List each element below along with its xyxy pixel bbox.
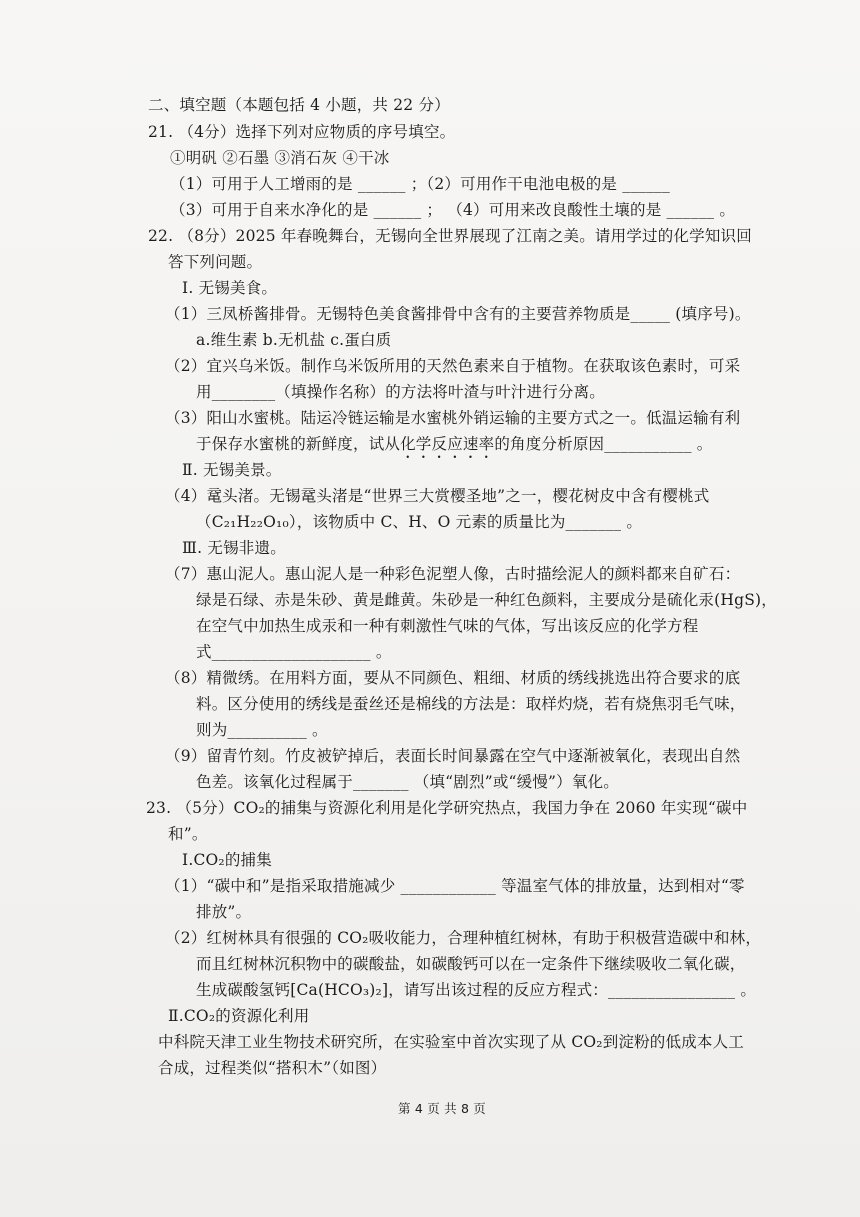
question-22-4-cont: （C₂₁H₂₂O₁₀），该物质中 C、H、O 元素的质量比为_______ 。 [196, 513, 643, 531]
question-22-3-part-c: 的角度分析原因___________ 。 [494, 435, 713, 453]
question-21-options: ①明矾 ②石墨 ③消石灰 ④干冰 [170, 149, 390, 167]
subsection-heading: Ⅱ.CO₂的资源化利用 [168, 1007, 310, 1025]
paragraph: 合成，过程类似“搭积木”（如图） [158, 1059, 387, 1077]
question-22-3-part-a: 于保存水蜜桃的新鲜度，试从 [196, 435, 401, 453]
question-23-2-cont: 而且红树林沉积物中的碳酸盐，如碳酸钙可以在一定条件下继续吸收二氧化碳， [196, 955, 746, 973]
question-22-3-cont [196, 433, 713, 462]
question-23-2-cont: 生成碳酸氢钙[Ca(HCO₃)₂]，请写出该过程的反应方程式：________________ 。 [196, 981, 757, 999]
question-23-stem-cont: 和”。 [168, 825, 208, 843]
question-22-7-cont: 在空气中加热生成汞和一种有刺激性气味的气体，写出该反应的化学方程 [196, 617, 699, 635]
question-22-8-cont: 料。区分使用的绣线是蚕丝还是棉线的方法是：取样灼烧，若有烧焦羽毛气味， [196, 695, 746, 713]
subsection-heading: Ⅱ. 无锡美景。 [182, 461, 282, 479]
question-22-7: （7）惠山泥人。惠山泥人是一种彩色泥塑人像，古时描绘泥人的颜料都来自矿石： [165, 565, 741, 583]
subsection-heading: Ⅲ. 无锡非遗。 [182, 539, 286, 557]
emphasized-term: 化学反应速率 [400, 435, 495, 453]
question-23-2: （2）红树林具有很强的 CO₂吸收能力，合理种植红树林，有助于积极营造碳中和林， [165, 929, 762, 947]
page-number: 第 4 页 共 8 页 [398, 1101, 486, 1116]
question-22-3: （3）阳山水蜜桃。陆运冷链运输是水蜜桃外销运输的主要方式之一。低温运输有利 [165, 409, 741, 427]
question-22-2-cont: 用________（填操作名称）的方法将叶渣与叶汁进行分离。 [196, 383, 606, 401]
question-22-stem: 22. （8分）2025 年春晚舞台，无锡向全世界展现了江南之美。请用学过的化学知识回 [148, 227, 752, 245]
question-21-blank-3-4: （3）可用于自来水净化的是 ______ ； （4）可用来改良酸性土壤的是 ______ 。 [170, 201, 736, 219]
paragraph: 中科院天津工业生物技术研究所，在实验室中首次实现了从 CO₂到淀粉的低成本人工 [158, 1033, 745, 1051]
question-22-stem-cont: 答下列问题。 [168, 253, 263, 271]
question-22-1: （1）三凤桥酱排骨。无锡特色美食酱排骨中含有的主要营养物质是_____ (填序号)。 [165, 305, 751, 323]
question-23-1-cont: 排放”。 [196, 903, 252, 921]
subsection-heading: Ⅰ. 无锡美食。 [182, 279, 278, 297]
question-22-8-cont: 则为__________ 。 [196, 721, 328, 739]
question-23-1: （1）“碳中和”是指采取措施减少 ____________ 等温室气体的排放量，达到相对“零 [165, 877, 745, 895]
question-22-9-cont: 色差。该氧化过程属于_______ （填“剧烈”或“缓慢”）氧化。 [196, 773, 619, 791]
question-22-9: （9）留青竹刻。竹皮被铲掉后，表面长时间暴露在空气中逐渐被氧化，表现出自然 [165, 747, 741, 765]
question-22-7-cont: 式____________________ 。 [196, 643, 392, 661]
question-22-7-cont: 绿是石绿、赤是朱砂、黄是雌黄。朱砂是一种红色颜料，主要成分是硫化汞(HgS)， [196, 591, 777, 609]
question-22-8: （8）精微绣。在用料方面，要从不同颜色、粗细、材质的绣线挑选出符合要求的底 [165, 669, 741, 687]
question-22-1-options: a.维生素 b.无机盐 c.蛋白质 [196, 331, 392, 349]
question-22-2: （2）宜兴乌米饭。制作乌米饭所用的天然色素来自于植物。在获取该色素时，可采 [165, 357, 741, 375]
question-21-stem: 21. （4分）选择下列对应物质的序号填空。 [148, 123, 456, 141]
question-23-stem: 23. （5分）CO₂的捕集与资源化利用是化学研究热点，我国力争在 2060 年实现“碳中 [146, 799, 748, 817]
subsection-heading: Ⅰ.CO₂的捕集 [182, 851, 272, 869]
section-title: 二、填空题（本题包括 4 小题，共 22 分） [148, 96, 450, 114]
question-21-blank-1-2: （1）可用于人工增雨的是 ______ ；（2）可用作干电池电极的是 ______ [170, 175, 670, 193]
question-22-4: （4）鼋头渚。无锡鼋头渚是“世界三大赏樱圣地”之一，樱花树皮中含有樱桃式 [165, 487, 710, 505]
